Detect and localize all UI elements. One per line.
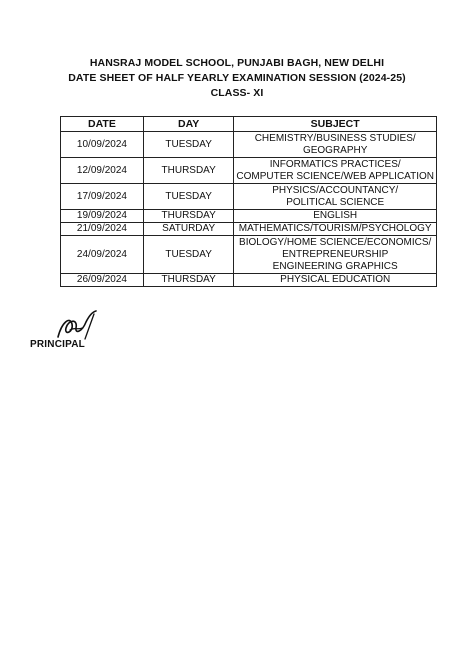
subject-line: PHYSICAL EDUCATION bbox=[280, 274, 391, 285]
date-cell: 26/09/2024 bbox=[61, 274, 144, 287]
subject-line: MATHEMATICS/TOURISM/PSYCHOLOGY bbox=[238, 223, 432, 234]
subject-line: GEOGRAPHY bbox=[302, 144, 368, 156]
date-cell: 21/09/2024 bbox=[61, 223, 144, 236]
date-cell: 17/09/2024 bbox=[61, 184, 144, 210]
subject-line: CHEMISTRY/BUSINESS STUDIES/ bbox=[254, 132, 416, 144]
subject-cell bbox=[234, 236, 437, 274]
table-row bbox=[61, 274, 437, 287]
column-header-day: DAY bbox=[143, 117, 233, 132]
table-row bbox=[61, 158, 437, 184]
table-row bbox=[61, 132, 437, 158]
signature-mark bbox=[52, 310, 112, 342]
date-cell: 19/09/2024 bbox=[61, 210, 144, 223]
day-cell: TUESDAY bbox=[143, 236, 233, 274]
subject-cell bbox=[234, 223, 437, 236]
table-row bbox=[61, 223, 437, 236]
principal-label: PRINCIPAL bbox=[30, 339, 85, 350]
date-cell: 10/09/2024 bbox=[61, 132, 144, 158]
column-header-subject: SUBJECT bbox=[234, 117, 437, 132]
table-row bbox=[61, 184, 437, 210]
day-cell: THURSDAY bbox=[143, 158, 233, 184]
day-cell: TUESDAY bbox=[143, 132, 233, 158]
subject-line: COMPUTER SCIENCE/WEB APPLICATION bbox=[236, 170, 434, 182]
day-cell: SATURDAY bbox=[143, 223, 233, 236]
subject-cell bbox=[234, 132, 437, 158]
table-row bbox=[61, 236, 437, 274]
school-name: HANSRAJ MODEL SCHOOL, PUNJABI BAGH, NEW DELHI bbox=[89, 57, 385, 69]
table-header-row bbox=[61, 117, 437, 132]
column-header-date: DATE bbox=[61, 117, 144, 132]
document-title: DATE SHEET OF HALF YEARLY EXAMINATION SESSION (2024-25) bbox=[68, 72, 406, 84]
day-cell: THURSDAY bbox=[143, 210, 233, 223]
document-header bbox=[0, 56, 474, 101]
subject-line: ENTREPRENEURSHIP bbox=[282, 248, 389, 260]
subject-line: ENGINEERING GRAPHICS bbox=[272, 260, 398, 272]
table-row bbox=[61, 210, 437, 223]
subject-cell bbox=[234, 158, 437, 184]
subject-cell bbox=[234, 184, 437, 210]
date-sheet-table bbox=[60, 116, 437, 287]
subject-line: ENGLISH bbox=[313, 210, 358, 221]
subject-line: PHYSICS/ACCOUNTANCY/ bbox=[272, 184, 399, 196]
date-cell: 24/09/2024 bbox=[61, 236, 144, 274]
subject-cell bbox=[234, 210, 437, 223]
subject-line: INFORMATICS PRACTICES/ bbox=[269, 158, 401, 170]
day-cell: THURSDAY bbox=[143, 274, 233, 287]
date-cell: 12/09/2024 bbox=[61, 158, 144, 184]
subject-cell bbox=[234, 274, 437, 287]
day-cell: TUESDAY bbox=[143, 184, 233, 210]
subject-line: POLITICAL SCIENCE bbox=[286, 196, 385, 208]
subject-line: BIOLOGY/HOME SCIENCE/ECONOMICS/ bbox=[239, 236, 432, 248]
class-label: CLASS- XI bbox=[210, 87, 264, 99]
